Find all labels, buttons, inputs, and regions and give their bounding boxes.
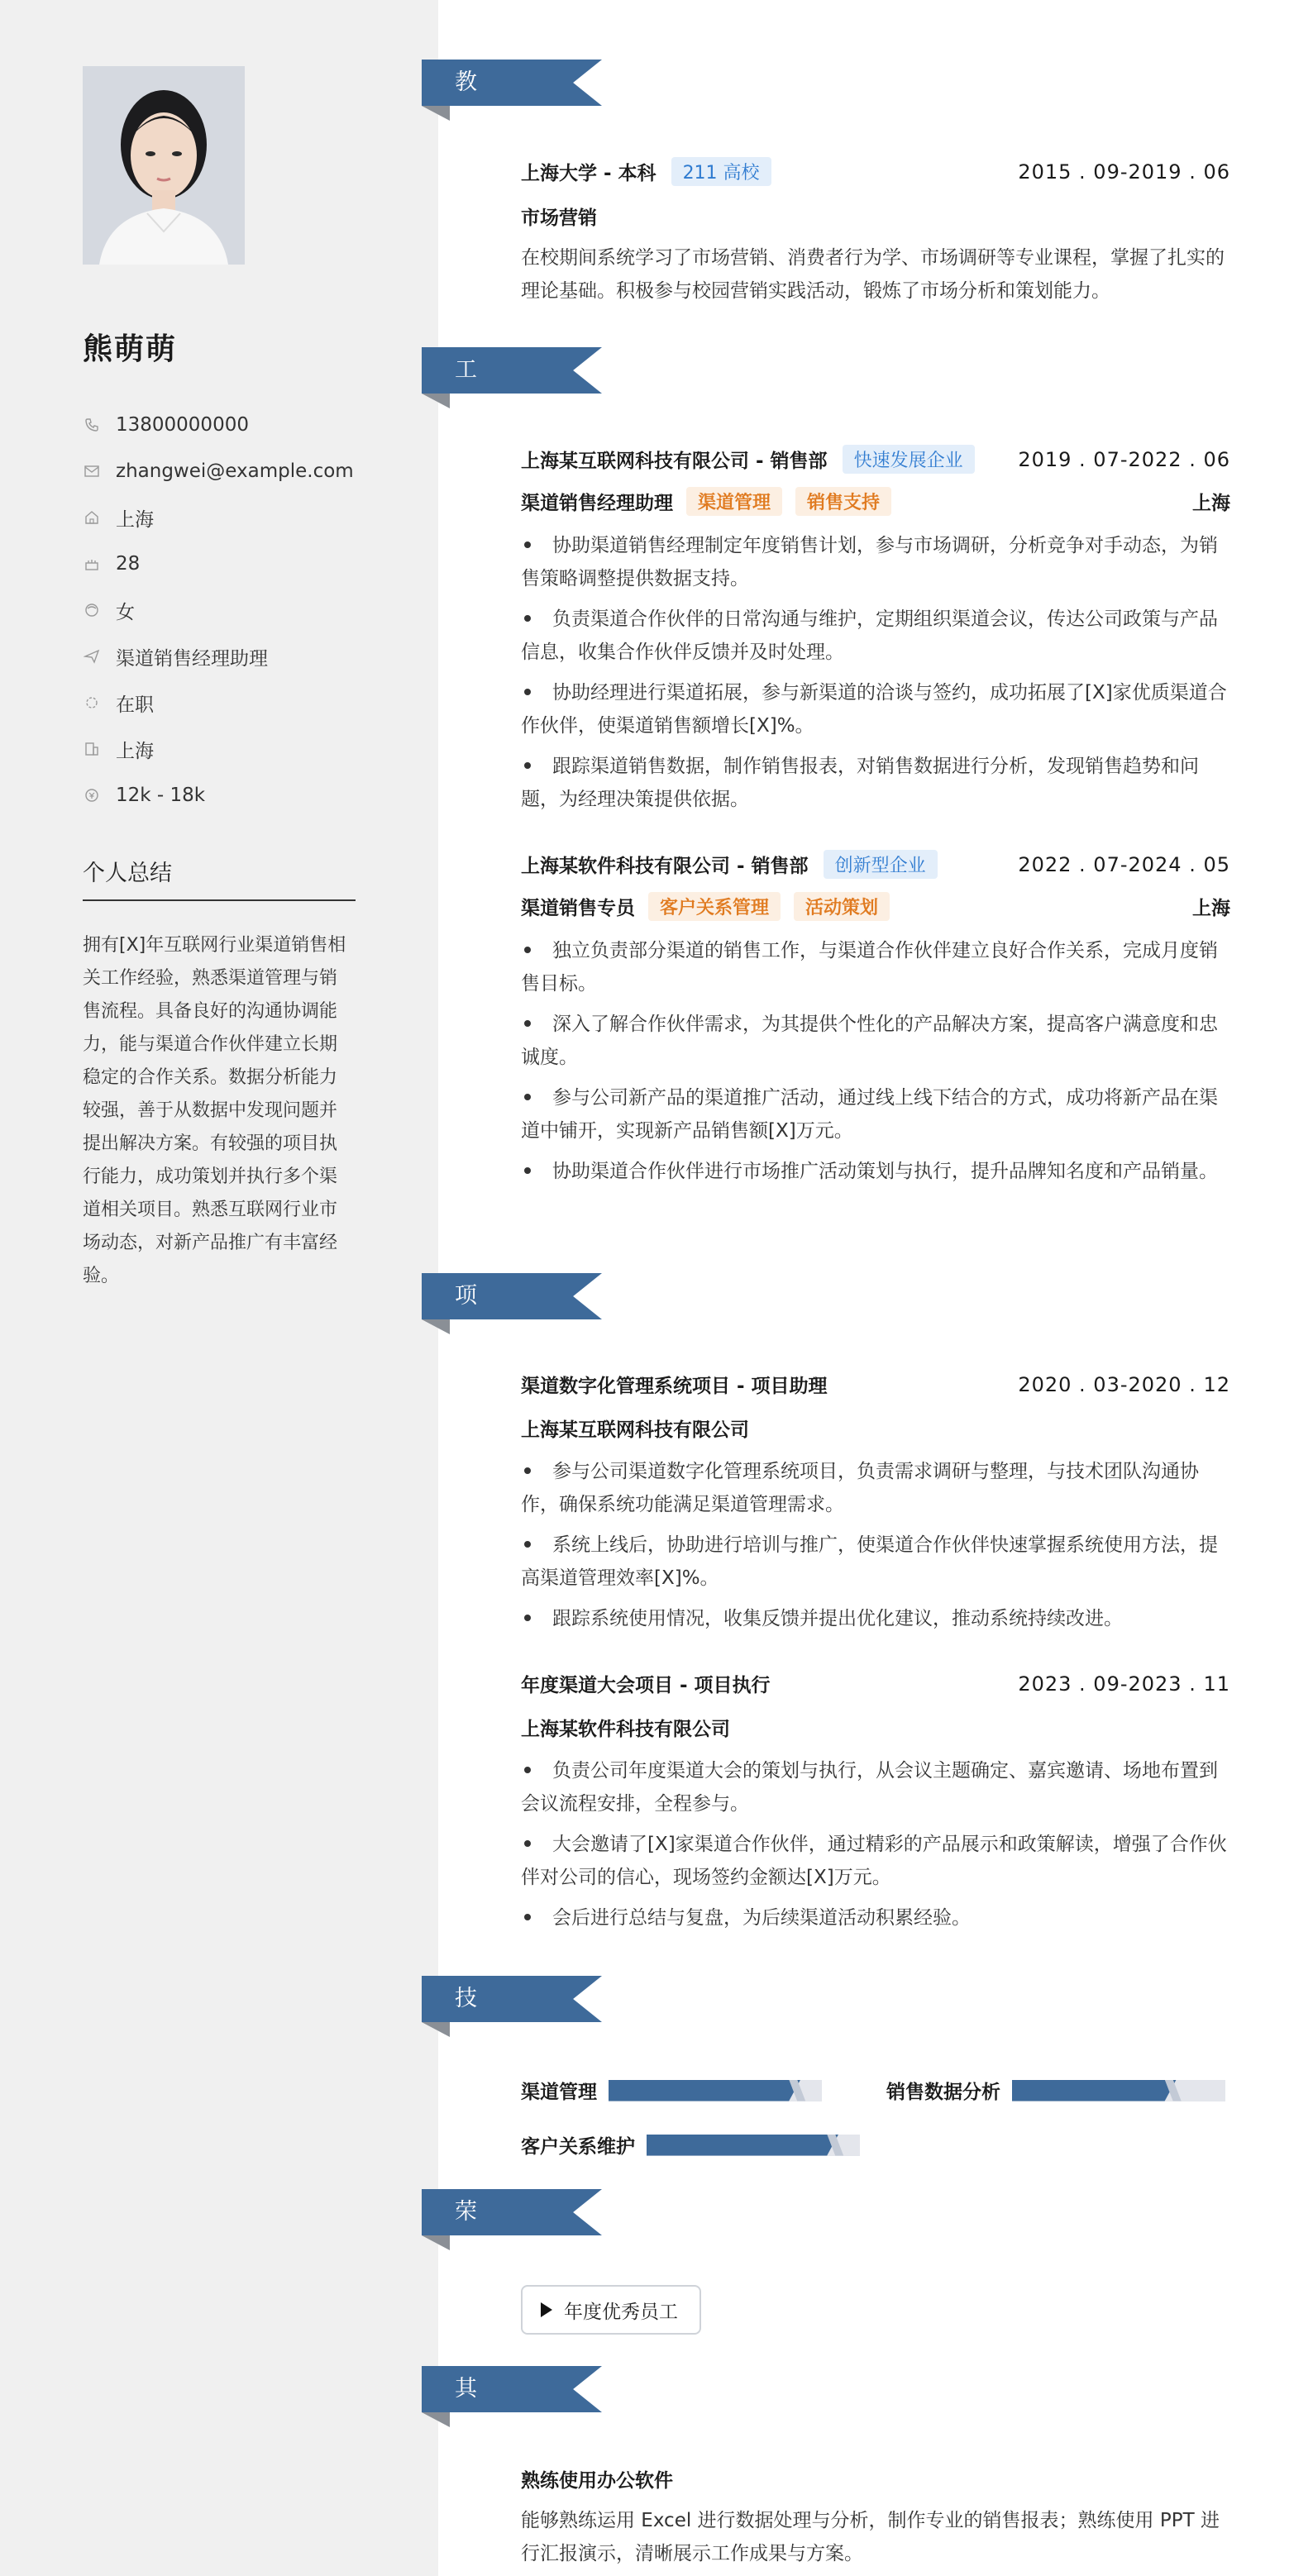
skill-name: 客户关系维护	[521, 2136, 635, 2158]
skill-item	[521, 2131, 860, 2159]
contact-phone-text: 13800000000	[116, 414, 249, 436]
list-item: 负责公司年度渠道大会的策划与执行，从会议主题确定、嘉宾邀请、场地布置到会议流程安排，全程参与。	[521, 1760, 1218, 1815]
work-date: 2019 . 07-2022 . 06	[1018, 447, 1230, 471]
section-title: 荣誉奖项	[455, 2199, 478, 2364]
work-bullets	[521, 934, 1230, 1188]
candidate-name: 熊萌萌	[83, 332, 178, 366]
send-icon	[83, 647, 101, 665]
education-entry	[521, 157, 1230, 308]
mail-icon	[83, 462, 101, 480]
list-item: 负责渠道合作伙伴的日常沟通与维护，定期组织渠道会议，传达公司政策与产品信息，收集合作伙伴反馈并及时处理。	[521, 608, 1218, 663]
contact-status	[83, 680, 413, 726]
company-name: 上海某软件科技有限公司 - 销售部	[521, 856, 809, 877]
play-icon	[541, 2302, 552, 2317]
project-entry-1	[521, 1371, 1230, 1643]
school-name: 上海大学 - 本科	[521, 163, 656, 184]
section-title: 工作经历	[455, 357, 478, 522]
company-tag: 创新型企业	[824, 850, 938, 879]
school-tag: 211 高校	[671, 157, 771, 186]
home-icon	[83, 508, 101, 527]
summary-title: 个人总结	[83, 861, 172, 886]
salary-icon	[83, 786, 101, 804]
project-date: 2023 . 09-2023 . 11	[1018, 1672, 1230, 1696]
role-tag: 客户关系管理	[648, 892, 781, 921]
role-title: 渠道销售经理助理	[521, 493, 673, 514]
contact-salary-text: 12k - 18k	[116, 785, 206, 806]
list-item: 跟踪系统使用情况，收集反馈并提出优化建议，推动系统持续改进。	[521, 1602, 1230, 1635]
list-item: 协助渠道销售经理制定年度销售计划，参与市场调研，分析竞争对手动态，为销售策略调整提供数据支持。	[521, 535, 1218, 589]
contact-age-text: 28	[116, 553, 141, 575]
contact-phone	[83, 402, 413, 448]
contact-home-text: 上海	[116, 508, 154, 531]
work-entry-1	[521, 445, 1230, 823]
list-item: 深入了解合作伙伴需求，为其提供个性化的产品解决方案，提高客户满意度和忠诚度。	[521, 1014, 1218, 1068]
skill-item	[521, 2077, 822, 2104]
contact-gender-text: 女	[116, 601, 135, 623]
contact-email-text: zhangwei@example.com	[116, 460, 354, 482]
list-item: 参与公司新产品的渠道推广活动，通过线上线下结合的方式，成功将新产品在渠道中铺开，实现新产品销售额[X]万元。	[521, 1087, 1218, 1142]
section-title: 技能专长	[455, 1986, 478, 2150]
company-tag: 快速发展企业	[843, 445, 975, 474]
contact-home	[83, 494, 413, 541]
gender-icon	[83, 601, 101, 619]
other-entry	[521, 2465, 1230, 2570]
contact-age	[83, 541, 413, 587]
list-item: 独立负责部分渠道的销售工作，与渠道合作伙伴建立良好合作关系，完成月度销售目标。	[521, 940, 1218, 995]
contact-list	[83, 402, 413, 818]
avatar-portrait	[83, 66, 245, 265]
role-tag: 渠道管理	[686, 487, 782, 516]
list-item: 大会邀请了[X]家渠道合作伙伴，通过精彩的产品展示和政策解读，增强了合作伙伴对公司的信心，现场签约金额达[X]万元。	[521, 1834, 1227, 1888]
contact-position-text: 渠道销售经理助理	[116, 647, 268, 670]
company-name: 上海某互联网科技有限公司 - 销售部	[521, 451, 828, 472]
work-date: 2022 . 07-2024 . 05	[1018, 852, 1230, 876]
work-bullets	[521, 529, 1230, 816]
list-item: 协助经理进行渠道拓展，参与新渠道的洽谈与签约，成功拓展了[X]家优质渠道合作伙伴，使渠道销售额增长[X]%。	[521, 682, 1227, 737]
contact-position	[83, 633, 413, 680]
project-bullets	[521, 1455, 1230, 1635]
project-date: 2020 . 03-2020 . 12	[1018, 1372, 1230, 1396]
skill-name: 销售数据分析	[886, 2082, 1000, 2103]
education-desc: 在校期间系统学习了市场营销、消费者行为学、市场调研等专业课程，掌握了扎实的理论基础。积极参与校园营销实践活动，锻炼了市场分析和策划能力。	[521, 247, 1225, 302]
other-title: 熟练使用办公软件	[521, 2470, 673, 2492]
project-company: 上海某互联网科技有限公司	[521, 1419, 749, 1441]
project-entry-2	[521, 1670, 1230, 1942]
skill-item	[886, 2077, 1225, 2104]
contact-email	[83, 448, 413, 494]
project-company: 上海某软件科技有限公司	[521, 1719, 730, 1740]
sidebar	[0, 0, 438, 2576]
project-title: 年度渠道大会项目 - 项目执行	[521, 1675, 771, 1696]
role-title: 渠道销售专员	[521, 898, 635, 919]
award-badge	[521, 2285, 701, 2335]
project-title: 渠道数字化管理系统项目 - 项目助理	[521, 1376, 828, 1397]
project-bullets	[521, 1754, 1230, 1934]
contact-gender	[83, 587, 413, 633]
work-entry-2	[521, 850, 1230, 1195]
status-icon	[83, 694, 101, 712]
skill-name: 渠道管理	[521, 2082, 597, 2103]
list-item: 会后进行总结与复盘，为后续渠道活动积累经验。	[521, 1901, 1230, 1934]
major: 市场营销	[521, 208, 597, 229]
contact-city	[83, 726, 413, 772]
contact-city-text: 上海	[116, 740, 154, 762]
list-item: 协助渠道合作伙伴进行市场推广活动策划与执行，提升品牌知名度和产品销量。	[521, 1155, 1230, 1188]
role-tag: 活动策划	[794, 892, 890, 921]
list-item: 参与公司渠道数字化管理系统项目，负责需求调研与整理，与技术团队沟通协作，确保系统功能满足渠道管理需求。	[521, 1461, 1199, 1515]
list-item: 跟踪渠道销售数据，制作销售报表，对销售数据进行分析，发现销售趋势和问题，为经理决策提供依据。	[521, 756, 1199, 810]
skill-bar	[647, 2135, 860, 2156]
education-date: 2015 . 09-2019 . 06	[1018, 160, 1230, 184]
avatar	[83, 66, 245, 265]
list-item: 系统上线后，协助进行培训与推广，使渠道合作伙伴快速掌握系统使用方法，提高渠道管理效率[X]%。	[521, 1534, 1218, 1589]
phone-icon	[83, 416, 101, 434]
skill-bar	[609, 2080, 822, 2101]
award-label: 年度优秀员工	[564, 2301, 678, 2323]
skill-bar	[1012, 2080, 1225, 2101]
contact-status-text: 在职	[116, 694, 154, 716]
building-icon	[83, 740, 101, 758]
other-desc: 能够熟练运用 Excel 进行数据处理与分析，制作专业的销售报表；熟练使用 PPT 进行汇报演示，清晰展示工作成果与方案。	[521, 2510, 1220, 2564]
work-city: 上海	[1192, 493, 1230, 514]
summary-divider	[83, 899, 356, 901]
section-title: 其他信息	[455, 2376, 478, 2540]
role-tag: 销售支持	[795, 487, 891, 516]
contact-salary	[83, 772, 413, 818]
summary-text: 拥有[X]年互联网行业渠道销售相关工作经验，熟悉渠道管理与销售流程。具备良好的沟通协调能力，能与渠道合作伙伴建立长期稳定的合作关系。数据分析能力较强，善于从数据中发现问题并提出解决方案。有较强的项目执行能力，成功策划并执行多个渠道相关项目。熟悉互联网行业市场动态，对新产品推广有丰富经验。	[83, 935, 346, 1286]
age-icon	[83, 555, 101, 573]
section-title: 项目经历	[455, 1283, 478, 1448]
section-title: 教育经历	[455, 69, 478, 234]
work-city: 上海	[1192, 898, 1230, 919]
